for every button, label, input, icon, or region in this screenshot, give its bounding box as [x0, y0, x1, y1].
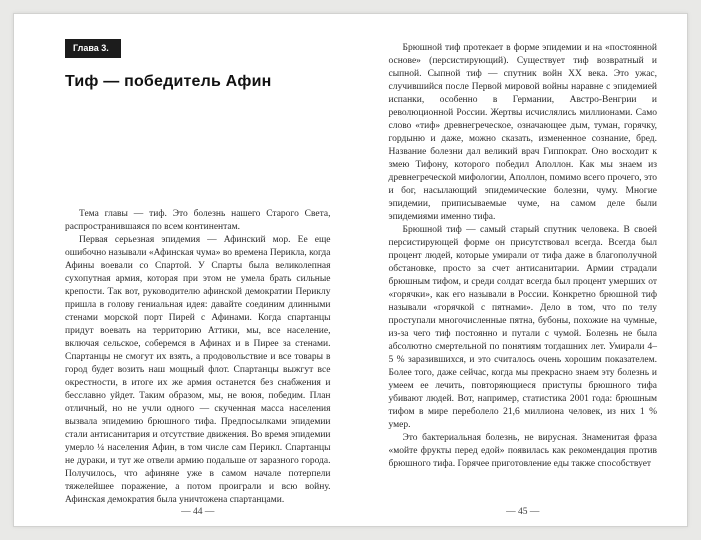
paragraph-typhoid-history: Брюшной тиф — самый старый спутник человека. В своей персистирующей форме он присутствовал всегда. Всегда был процент людей, которые умирали от тифа даже в благополучной обстановке, просто за счет антисанитарии. Армии страдали брюшным тифом, и среди солдат всегда был процент умерших от «горячки», как его называли в России. Конкретно брюшной тиф называли «горячкой с пятнами». Дело в том, что по телу проступали многочисленные пятна, бубоны, похожие на чумные, из-за чего тиф постоянно и путали с чумой. Болезнь не была абсолютно смертельной по понятиям тогдашних лет. Умирали 4–5 % заразившихся, и это считалось очень хорошим показателем. Более того, даже сейчас, когда мы прекрасно знаем эту болезнь и умеем ее лечить, повторяющиеся приступы брюшного тифа убивают людей. Вот, например, статистика 2001 года: брюшным тифом в мире переболело 21,6 миллиона человек, из них 1 % умер. — [388, 225, 657, 430]
right-page-number: — 45 — — [506, 507, 540, 517]
right-page-body — [389, 42, 658, 471]
chapter-label: Глава 3. — [65, 39, 121, 58]
paragraph-intro: Тема главы — тиф. Это болезнь нашего Старого Света, распространившаяся по всем континентам. — [65, 209, 331, 232]
left-page-content — [65, 14, 331, 526]
right-page-content — [389, 14, 658, 526]
paragraph-athens-plague: Первая серьезная эпидемия — Афинский мор. Ее еще ошибочно называли «Афинская чума» во времена Перикла, когда Афины воевали со Спартой. У Спарты была великолепная сухопутная армия, которая при этом не умела брать сильные крепости. Так вот, руководителю афинской демократии Периклу пришла в голову гениальная идея: давайте соединим длинными стенами морской порт Пирей с Афинами. Когда спартанцы придут воевать на территорию Аттики, мы, все население, включая сельское, соберемся в Афинах и в Пирее за стенами. Спартанцы не смогут их взять, а продовольствие и все товары в город будет возить наш мощный флот. Спартанцы выжгут все окрестности, в итоге их же армия останется без снабжения и бесславно уйдет. Таким образом, мы, не воюя, победим. План отличный, но не учли одного — скученная масса населения вызвала эпидемию брюшного тифа. Предпосылками эпидемии стали антисанитария и отсутствие движения. Во время эпидемии умерло ¼ населения Афин, в том числе сам Перикл. Спартанцы не дураки, и тут же отвели армию подальше от заразного города. Получилось, что афиняне уже в самом начале потерпели тяжелейшее поражение, а потом проиграли и всю войну. Афинская демократия была уничтожена спартанцами. — [65, 235, 331, 505]
right-page — [351, 14, 688, 526]
book-spread — [13, 13, 688, 527]
left-page-body — [65, 208, 331, 507]
paragraph-typhus-forms: Брюшной тиф протекает в форме эпидемии и на «постоянной основе» (персистирующий). Существует тиф возвратный и сыпной. Сыпной тиф — спутник войн XX века. Это ужас, случившийся после Первой мировой войны наравне с эпидемией испанки, особенно в Германии, Австро-Венгрии и революционной России. Жертвы исчислялись миллионами. Само слово «тиф» древнегреческое, означающее дым, туман, горячку, гордыню и даже, можно сказать, измененное сознание, бред. Название болезни дал великий врач Гиппократ. Оно восходит к змею Тифону, которого победил Аполлон. Как мы знаем из древнегреческой мифологии, Аполлон, помимо всего прочего, это и бог, насылающий эпидемические болезни, чуму. Многие эпидемии, приписываемые чуме, на самом деле были эпидемиями именно тифа. — [388, 43, 657, 222]
chapter-title: Тиф — победитель Афин — [65, 73, 272, 90]
left-page — [14, 14, 351, 526]
paragraph-bacterial-disease: Это бактериальная болезнь, не вирусная. Знаменитая фраза «мойте фрукты перед едой» появилась как рекомендация против брюшного тифа. Горячее приготовление еды также способствует — [388, 433, 657, 469]
left-page-number: — 44 — — [181, 507, 215, 517]
